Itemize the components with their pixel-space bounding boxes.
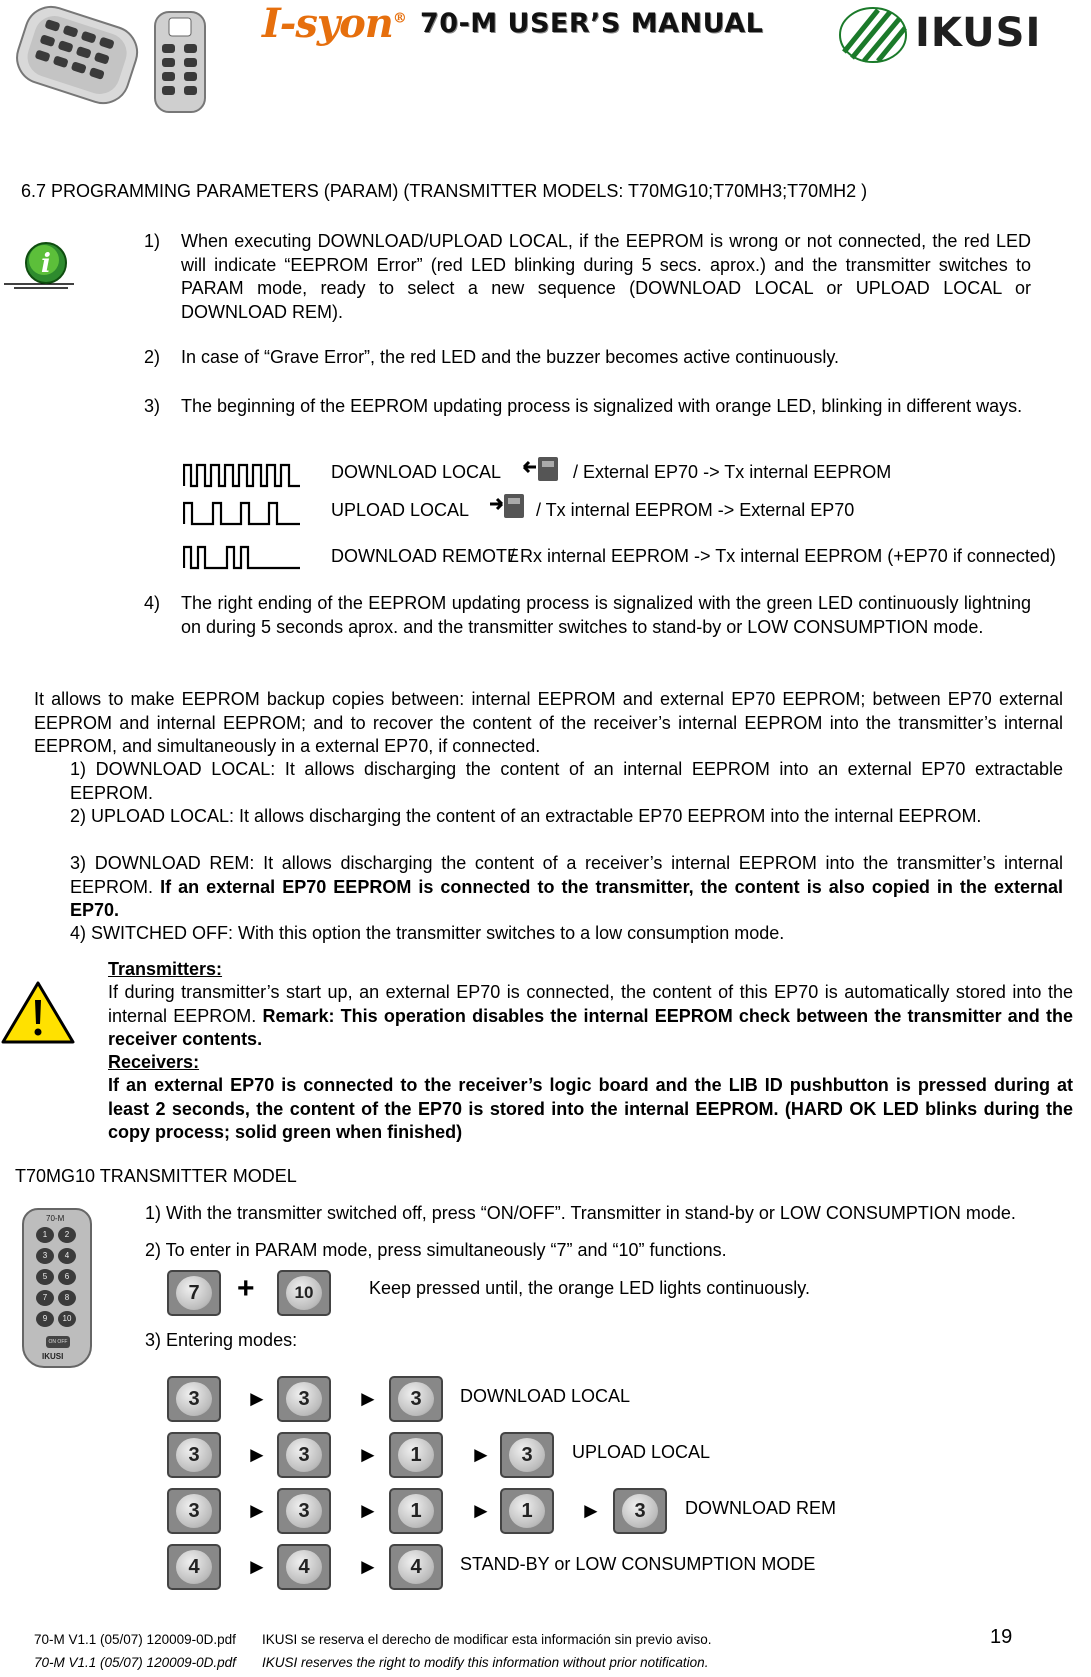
sequence-2-key-1-button[interactable]: 3: [167, 1432, 221, 1478]
key-10-button[interactable]: 10: [277, 1270, 331, 1316]
mode-item-2: 2) UPLOAD LOCAL: It allows discharging the content of an extractable EP70 EEPROM into the internal EEPROM.: [70, 806, 982, 826]
remote-key-3: 3: [36, 1248, 54, 1264]
remote-key-10: 10: [58, 1311, 76, 1327]
sequence-2-key-3-button[interactable]: 1: [389, 1432, 443, 1478]
warning-remark: Remark: This operation disables the internal EEPROM check between the transmitter and the receiver contents.: [108, 1005, 1073, 1049]
intro-paragraph: It allows to make EEPROM backup copies between: internal EEPROM and external EP70 EEPROM; between EP70 external EEPROM and internal EEPROM; and to recover the content of the receiver’s internal EEPROM into the transmitter’s internal EEPROM, and simultaneously in a external EP70, if connected.: [34, 689, 1063, 756]
sequence-3-key-5-button[interactable]: 3: [613, 1488, 667, 1534]
remote-key-1: 1: [36, 1227, 54, 1243]
manual-title: 70-M USER’S MANUAL: [420, 8, 764, 39]
remote-key-4: 4: [58, 1248, 76, 1264]
sequence-1-key-3-button[interactable]: 3: [389, 1376, 443, 1422]
footer-doc-en: 70-M V1.1 (05/07) 120009-0D.pdf: [34, 1655, 236, 1670]
sequence-3-label: DOWNLOAD REM: [685, 1498, 837, 1518]
mode-item-3-text: 3) DOWNLOAD REM: It allows discharging the content of a receiver’s internal EEPROM into the transmitter’s internal EEPROM.: [70, 853, 1063, 897]
sequence-3-key-2-button[interactable]: 3: [277, 1488, 331, 1534]
section-heading: 6.7 PROGRAMMING PARAMETERS (PARAM) (TRANSMITTER MODELS: T70MG10;T70MH3;T70MH2 ): [21, 181, 868, 201]
arrow-right-icon: ►: [246, 1498, 268, 1523]
remote-controls-image: [0, 4, 215, 116]
download-arrow-icon: [522, 455, 560, 483]
signal-download-remote-label: DOWNLOAD REMOTE: [331, 546, 520, 566]
warning-transmitters-body: If during transmitter’s start up, an external EP70 is connected, the content of this EP70 is automatically stored into the internal EEPROM.: [108, 982, 1073, 1026]
waveform-fast-icon: [183, 462, 301, 488]
sequence-2-key-2-button[interactable]: 3: [277, 1432, 331, 1478]
signal-download-remote-desc: / Rx internal EEPROM -> Tx internal EEPROM (+EP70 if connected): [510, 546, 1056, 566]
note-2-text: In case of “Grave Error”, the red LED and the buzzer becomes active continuously.: [181, 347, 839, 367]
arrow-right-icon: ►: [580, 1498, 602, 1523]
remote-key-9: 9: [36, 1311, 54, 1327]
mode-item-4: 4) SWITCHED OFF: With this option the transmitter switches to a low consumption mode.: [70, 923, 785, 943]
sequence-4-key-2-button[interactable]: 4: [277, 1544, 331, 1590]
upload-arrow-icon: [488, 492, 526, 520]
sequence-3-key-3-button[interactable]: 1: [389, 1488, 443, 1534]
sequence-3-key-4-button[interactable]: 1: [500, 1488, 554, 1534]
model-title: T70MG10 TRANSMITTER MODEL: [15, 1166, 297, 1186]
note-2-number: 2): [144, 347, 161, 367]
note-3-number: 3): [144, 396, 161, 416]
step-2: 2) To enter in PARAM mode, press simultaneously “7” and “10” functions.: [145, 1240, 727, 1260]
arrow-right-icon: ►: [357, 1386, 379, 1411]
remote-model-label: 70-M: [46, 1214, 65, 1223]
remote-onoff-button: ON OFF: [46, 1336, 70, 1348]
sequence-4-label: STAND-BY or LOW CONSUMPTION MODE: [460, 1554, 816, 1574]
header: [0, 0, 1091, 130]
step-3: 3) Entering modes:: [145, 1330, 298, 1350]
waveform-slow-icon: [183, 544, 301, 570]
sequence-1-key-1-button[interactable]: 3: [167, 1376, 221, 1422]
page-number: 19: [990, 1626, 1013, 1648]
arrow-right-icon: ►: [470, 1498, 492, 1523]
arrow-right-icon: ►: [246, 1554, 268, 1579]
svg-text:i: i: [41, 249, 51, 279]
warning-transmitters-title: Transmitters:: [108, 959, 223, 979]
arrow-right-icon: ►: [246, 1386, 268, 1411]
remote-brand: IKUSI: [42, 1352, 64, 1361]
arrow-right-icon: ►: [470, 1442, 492, 1467]
warning-transmitters-text: [108, 981, 1073, 1052]
arrow-right-icon: ►: [246, 1442, 268, 1467]
remote-key-6: 6: [58, 1269, 76, 1285]
mode-item-3: [70, 852, 1063, 923]
sequence-4-key-1-button[interactable]: 4: [167, 1544, 221, 1590]
signal-upload-local-desc: / Tx internal EEPROM -> External EP70: [536, 500, 855, 520]
info-icon: [4, 240, 74, 296]
remote-key-7: 7: [36, 1290, 54, 1306]
arrow-right-icon: ►: [357, 1498, 379, 1523]
arrow-right-icon: ►: [357, 1554, 379, 1579]
step-1: 1) With the transmitter switched off, press “ON/OFF”. Transmitter in stand-by or LOW CONSUMPTION mode.: [145, 1203, 1016, 1223]
signal-download-local-label: DOWNLOAD LOCAL: [331, 462, 502, 482]
company-name: IKUSI: [915, 10, 1042, 56]
sequence-1-label: DOWNLOAD LOCAL: [460, 1386, 631, 1406]
note-3-text: The beginning of the EEPROM updating process is signalized with orange LED, blinking in different ways.: [181, 396, 1023, 416]
note-4-text: The right ending of the EEPROM updating process is signalized with the green LED continuously lightning on during 5 seconds aprox. and the transmitter switches to stand-by or LOW CONSUMPTION mode.: [181, 593, 1031, 637]
t70mg10-remote-image: [22, 1208, 92, 1368]
signal-download-local-desc: / External EP70 -> Tx internal EEPROM: [573, 462, 892, 482]
remote-key-2: 2: [58, 1227, 76, 1243]
key-7-button[interactable]: 7: [167, 1270, 221, 1316]
remote-key-8: 8: [58, 1290, 76, 1306]
footer-doc-es: 70-M V1.1 (05/07) 120009-0D.pdf: [34, 1632, 236, 1647]
note-1-number: 1): [144, 231, 161, 251]
remote-keypad: [34, 1224, 82, 1329]
sequence-2-label: UPLOAD LOCAL: [572, 1442, 711, 1462]
plus-sign: +: [237, 1272, 255, 1305]
arrow-right-icon: ►: [357, 1442, 379, 1467]
brand-logo: I-syon®: [262, 0, 406, 47]
warning-receivers-title: Receivers:: [108, 1052, 200, 1072]
note-1-text: When executing DOWNLOAD/UPLOAD LOCAL, if the EEPROM is wrong or not connected, the red LED will indicate “EEPROM Error” (red LED blinking during 5 secs. aprox.) and the transmitter switches to PARAM mode, ready to select a new sequence (DOWNLOAD LOCAL or UPLOAD LOCAL or DOWNLOAD REM).: [181, 231, 1031, 322]
sequence-4-key-3-button[interactable]: 4: [389, 1544, 443, 1590]
warning-icon: [0, 980, 76, 1046]
signal-upload-local-label: UPLOAD LOCAL: [331, 500, 470, 520]
note-4-number: 4): [144, 593, 161, 613]
sequence-3-key-1-button[interactable]: 3: [167, 1488, 221, 1534]
remote-key-5: 5: [36, 1269, 54, 1285]
mode-item-3-bold: If an external EP70 EEPROM is connected to the transmitter, the content is also copied in the external EP70.: [70, 876, 1063, 920]
waveform-medium-icon: [183, 500, 301, 526]
mode-item-1: 1) DOWNLOAD LOCAL: It allows discharging the content of an internal EEPROM into an external EP70 extractable EEPROM.: [70, 759, 1063, 803]
sequence-2-key-4-button[interactable]: 3: [500, 1432, 554, 1478]
warning-receivers-text: If an external EP70 is connected to the receiver’s logic board and the LIB ID pushbutton is pressed during at least 2 seconds, the content of the EP70 is stored into the internal EEPROM. (HARD OK LED blinks during the copy process; solid green when finished): [108, 1075, 1073, 1142]
ikusi-globe-icon: [838, 6, 908, 64]
sequence-1-key-2-button[interactable]: 3: [277, 1376, 331, 1422]
footer-note-en: IKUSI reserves the right to modify this information without prior notification.: [262, 1655, 709, 1670]
keep-pressed-text: Keep pressed until, the orange LED lights continuously.: [369, 1278, 810, 1298]
footer-note-es: IKUSI se reserva el derecho de modificar esta información sin previo aviso.: [262, 1632, 712, 1647]
